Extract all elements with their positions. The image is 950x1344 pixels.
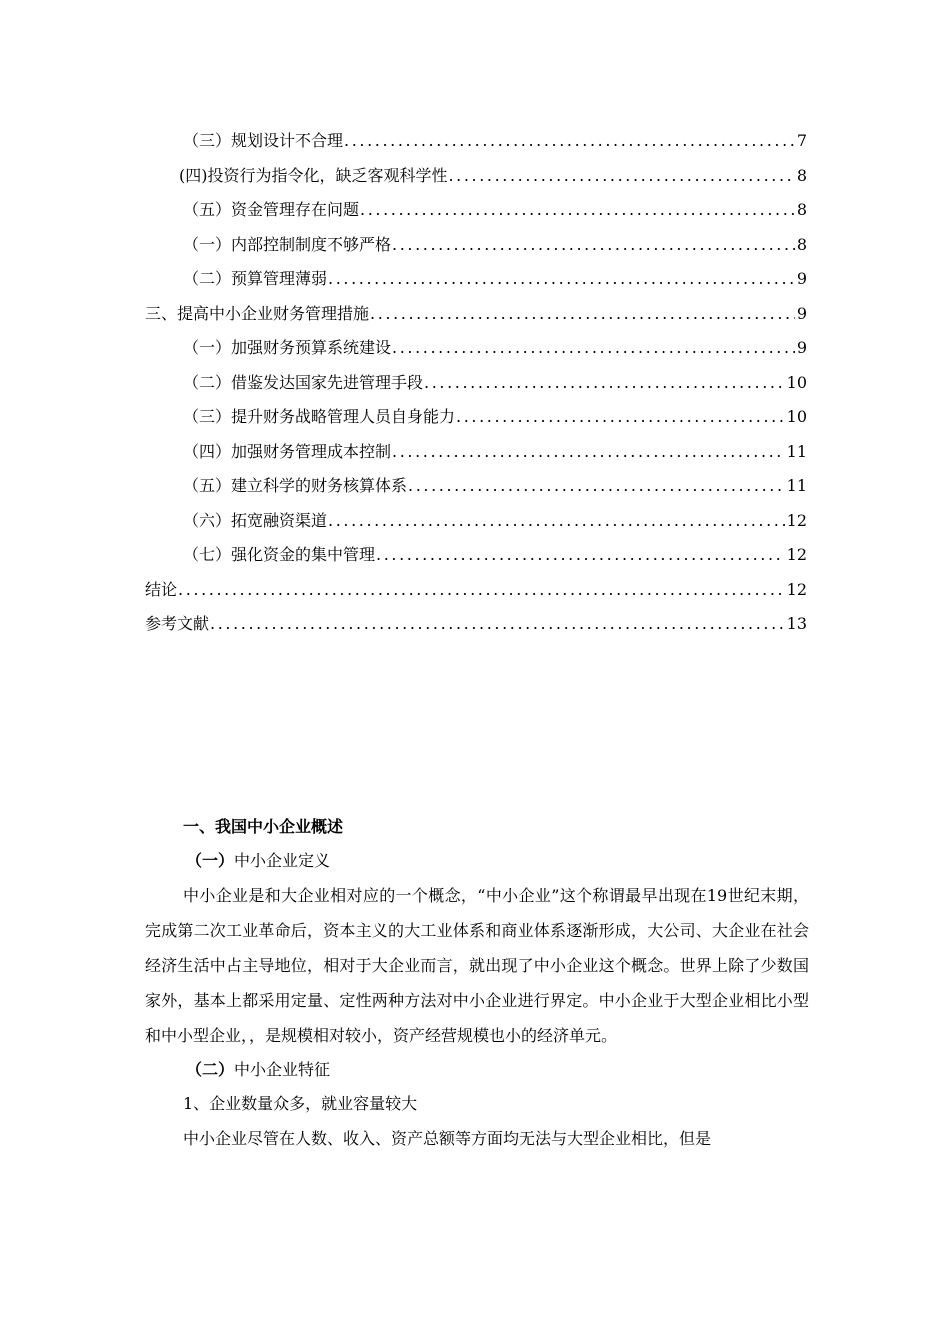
toc-entry[interactable] — [145, 297, 807, 332]
toc-entry-page: 11 — [786, 476, 807, 495]
section-number: （一） — [186, 851, 235, 870]
toc-entry-page: 8 — [796, 200, 807, 219]
toc-leader-dots — [456, 400, 785, 435]
toc-leader-dots — [328, 262, 795, 297]
toc-entry[interactable] — [145, 262, 807, 297]
toc-leader-dots — [210, 607, 785, 642]
toc-leader-dots — [328, 504, 785, 539]
body-paragraph: 中小企业尽管在人数、收入、资产总额等方面均无法与大型企业相比，但是 — [183, 1129, 712, 1148]
toc-leader-dots — [392, 331, 795, 366]
toc-entry-label: （三）提升财务战略管理人员自身能力 — [183, 407, 456, 426]
toc-entry-label: （五）资金管理存在问题 — [183, 200, 360, 219]
toc-entry-page: 12 — [786, 579, 807, 599]
toc-entry-page: 12 — [786, 545, 807, 564]
toc-entry-label: （一）内部控制制度不够严格 — [183, 234, 392, 254]
toc-entry-label: （五）建立科学的财务核算体系 — [183, 476, 408, 495]
toc-leader-dots — [408, 469, 785, 504]
toc-entry[interactable] — [145, 159, 807, 194]
toc-entry-page: 10 — [786, 407, 807, 426]
toc-entry-label: 参考文献 — [145, 614, 210, 633]
toc-leader-dots — [392, 228, 795, 263]
toc-entry[interactable] — [145, 435, 807, 470]
toc-entry[interactable] — [145, 228, 807, 263]
toc-entry-page: 9 — [796, 303, 807, 323]
toc-entry-page: 11 — [786, 441, 807, 461]
toc-leader-dots — [344, 124, 795, 159]
toc-entry[interactable] — [145, 331, 807, 366]
toc-entry-page: 8 — [796, 165, 807, 185]
toc-leader-dots — [392, 435, 785, 470]
section-title: 中小企业特征 — [234, 1060, 331, 1079]
toc-entry[interactable] — [145, 504, 807, 539]
chapter-heading: 一、我国中小企业概述 — [183, 817, 344, 836]
toc-entry-label: （四）加强财务管理成本控制 — [183, 441, 392, 461]
toc-entry-label: （七）强化资金的集中管理 — [183, 545, 376, 564]
toc-entry[interactable] — [145, 573, 807, 608]
toc-entry-label: 结论 — [145, 579, 178, 599]
toc-entry-page: 8 — [796, 234, 807, 254]
toc-leader-dots — [376, 538, 785, 573]
toc-entry-label: 三、提高中小企业财务管理措施 — [145, 303, 370, 323]
toc-entry[interactable] — [145, 469, 807, 504]
toc-leader-dots — [178, 573, 785, 608]
toc-entry-page: 9 — [796, 269, 807, 288]
toc-leader-dots — [449, 159, 795, 194]
toc-leader-dots — [360, 193, 795, 228]
section-heading — [145, 844, 809, 878]
toc-entry-page: 9 — [796, 338, 807, 357]
toc-entry-label: （三）规划设计不合理 — [183, 131, 344, 150]
toc-entry[interactable] — [145, 124, 807, 159]
toc-entry-label: （一）加强财务预算系统建设 — [183, 338, 392, 357]
toc-entry-page: 7 — [796, 131, 807, 150]
section-number: （二） — [186, 1060, 235, 1079]
toc-leader-dots — [370, 297, 795, 332]
section-heading — [145, 1053, 809, 1087]
toc-entry-page: 13 — [786, 614, 807, 633]
subsection-heading: 1、企业数量众多，就业容量较大 — [183, 1094, 418, 1113]
toc-entry[interactable] — [145, 607, 807, 642]
chapter-content — [145, 810, 809, 1156]
body-paragraph: 中小企业是和大企业相对应的一个概念，“中小企业”这个称谓最早出现在19世纪末期，完成第二次工业革命后，资本主义的大工业体系和商业体系逐渐形成，大公司、大企业在社会经济生活中占主导地位，相对于大企业而言，就出现了中小企业这个概念。世界上除了少数国家外，基本上都采用定量、定性两种方法对中小企业进行界定。中小企业于大型企业相比小型和中小型企业，，是规模相对较小，资产经营规模也小的经济单元。 — [145, 886, 809, 1045]
toc-entry[interactable] — [145, 400, 807, 435]
toc-entry-label: （二）借鉴发达国家先进管理手段 — [183, 372, 424, 392]
section-title: 中小企业定义 — [234, 851, 331, 870]
toc-entry-label: （二）预算管理薄弱 — [183, 269, 328, 288]
toc-entry-label: （六）拓宽融资渠道 — [183, 510, 328, 530]
toc-leader-dots — [424, 366, 785, 401]
toc-entry-page: 10 — [786, 372, 807, 392]
table-of-contents — [145, 124, 807, 642]
toc-entry[interactable] — [145, 193, 807, 228]
toc-entry-page: 12 — [786, 510, 807, 530]
toc-entry[interactable] — [145, 538, 807, 573]
toc-entry-label: (四)投资行为指令化，缺乏客观科学性 — [179, 165, 448, 185]
toc-entry[interactable] — [145, 366, 807, 401]
